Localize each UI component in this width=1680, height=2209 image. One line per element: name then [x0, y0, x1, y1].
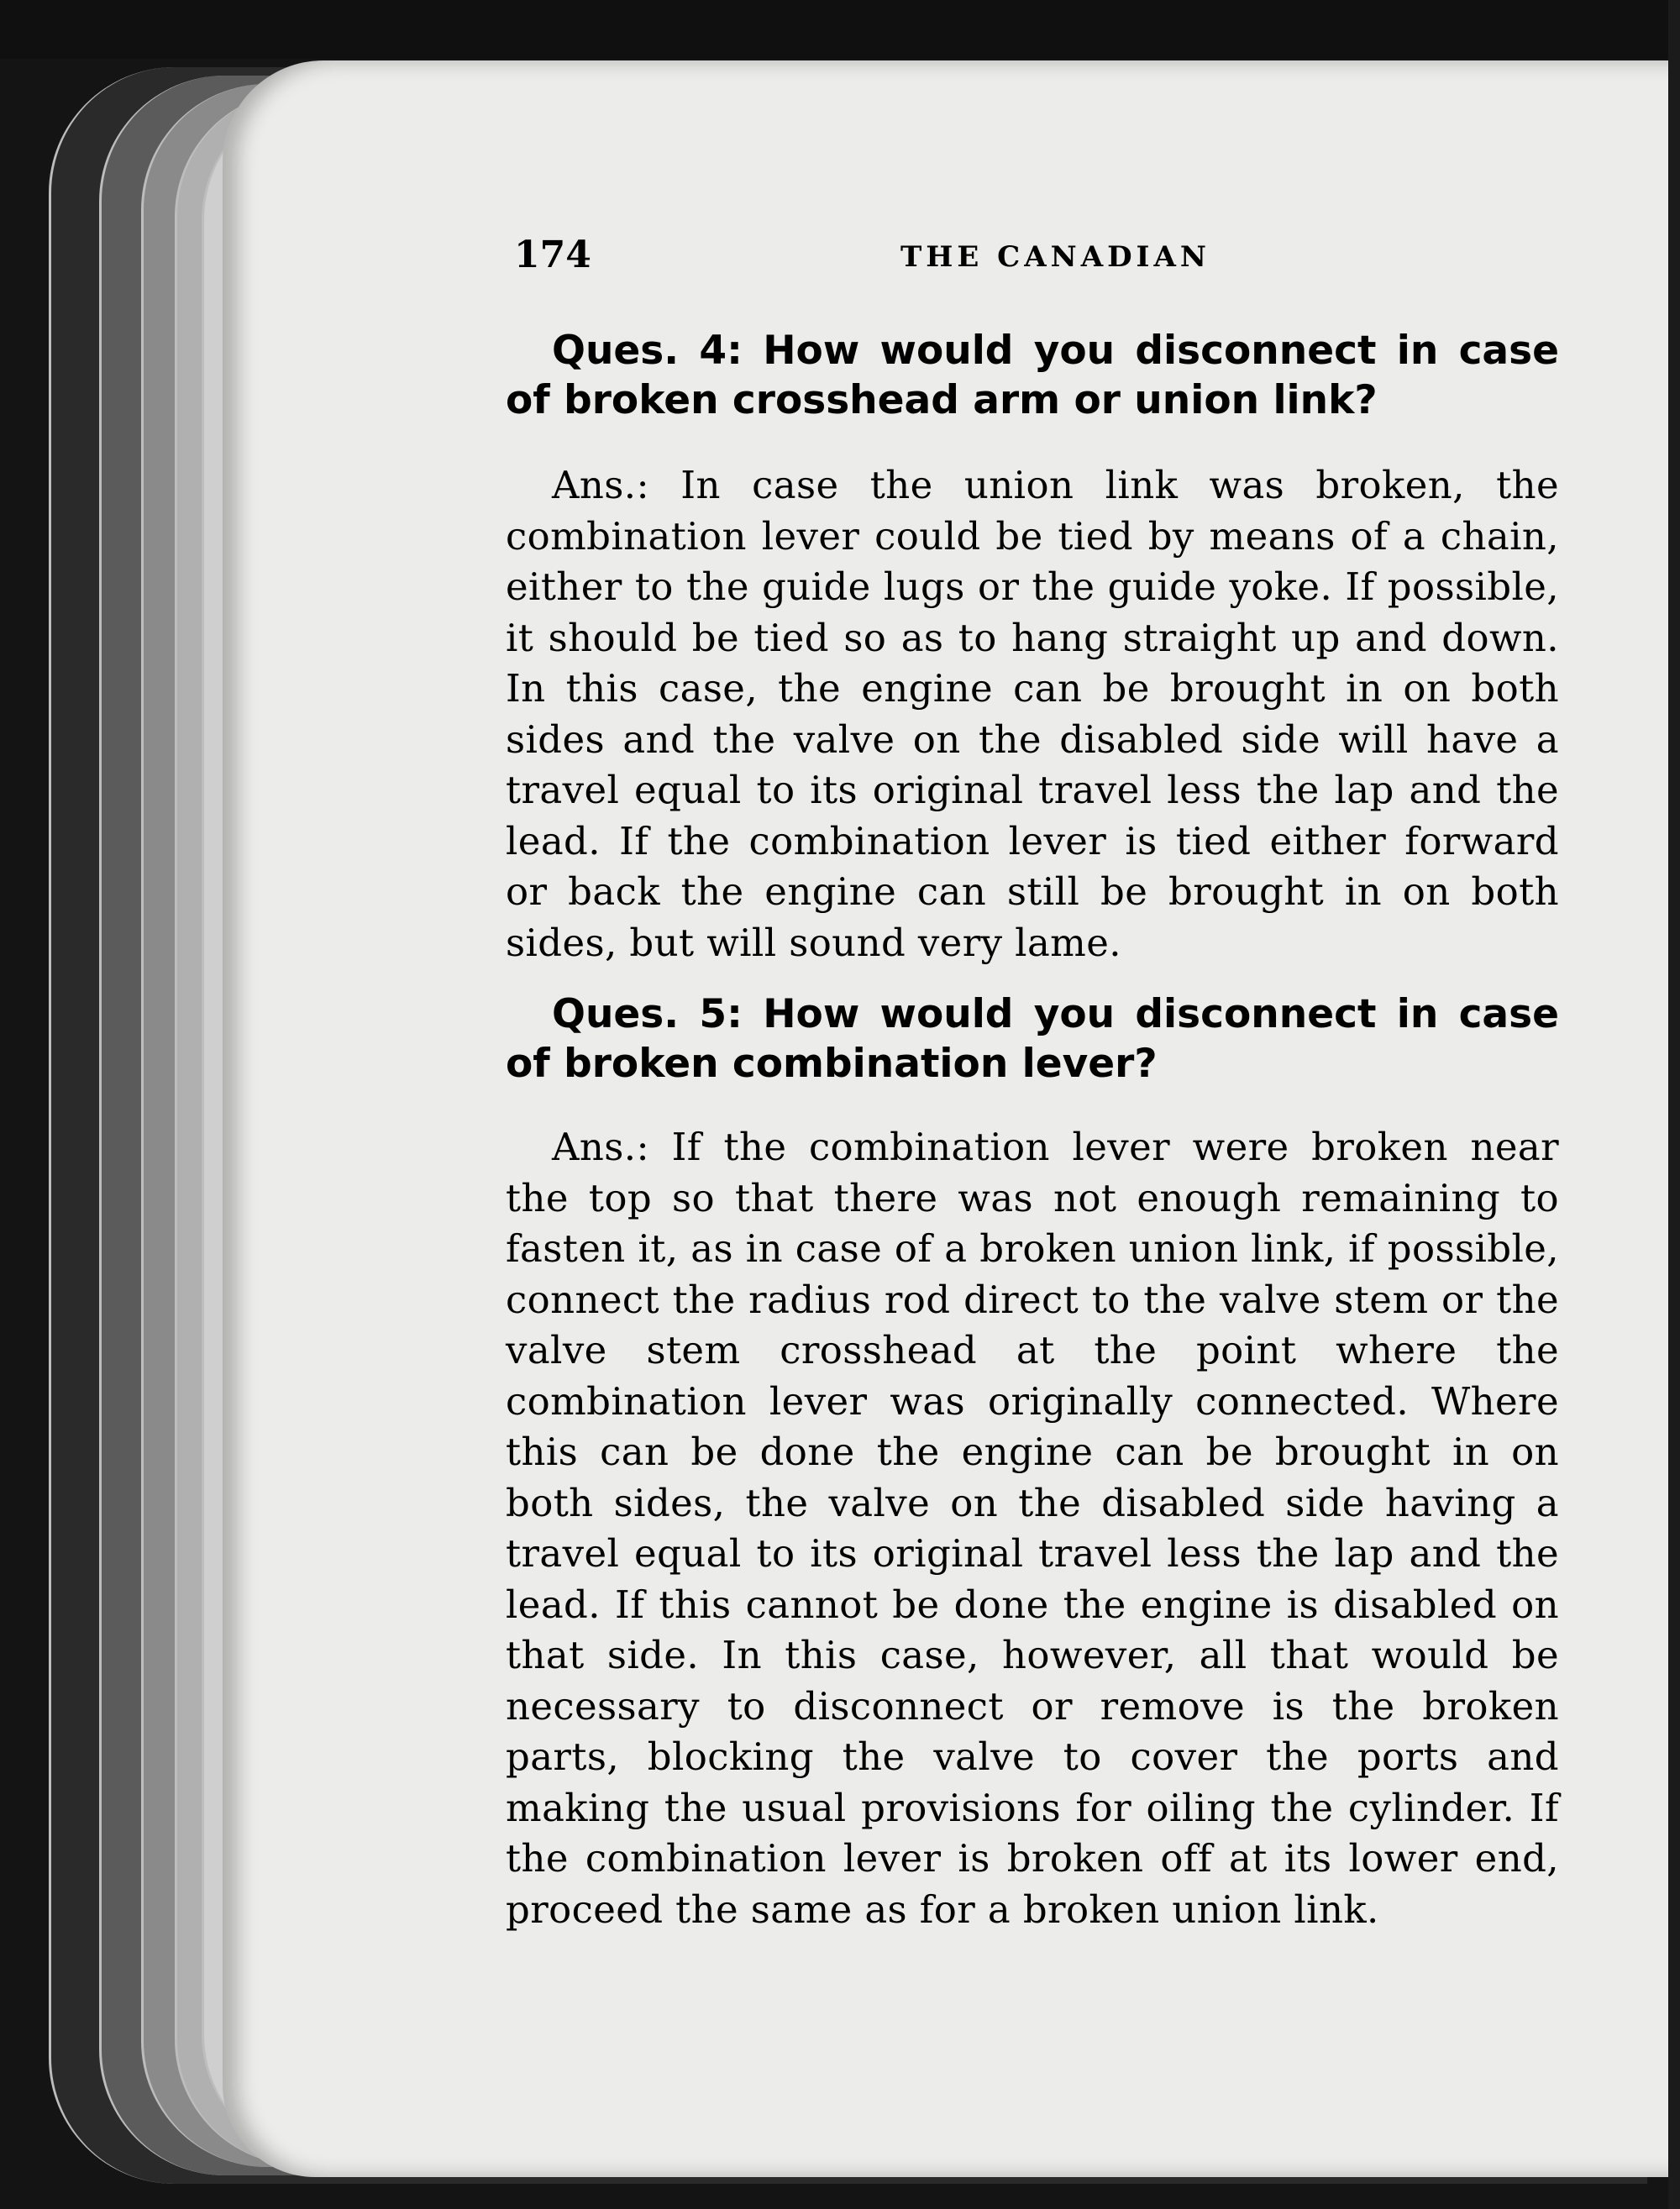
answer-5: Ans.: If the combination lever were broken near the top so that there was not enough remaining to fasten it, as in case of a broken union link, if possible, connect the radius rod direct to the valve stem or the valve stem crosshead at the point where the combination lever was originally connected. Where this can be done the engine can be brought in on both sides, the valve on the disabled side having a travel equal to its original travel less the lap and the lead. If this cannot be done the engine is disabled on that side. In this case, however, all that would be necessary to disconnect or remove is the broken parts, blocking the valve to cover the ports and making the usual provisions for oiling the cylinder. If the combination lever is broken off at its lower end, proceed the same as for a broken union link.: [506, 1125, 1559, 1932]
question-block-4: [506, 326, 1559, 425]
scan-top-border: [0, 0, 1680, 59]
answer-block-4: [506, 460, 1559, 968]
answer-4: Ans.: In case the union link was broken, the combination lever could be tied by means of a chain, either to the guide lugs or the guide yoke. If possible, it should be tied so as to hang straight up and down. In this case, the engine can be brought in on both sides and the valve on the disabled side will have a travel equal to its original travel less the lap and the lead. If the combination lever is tied either forward or back the engine can still be brought in on both sides, but will sound very lame.: [506, 463, 1559, 965]
running-head: [0, 168, 1680, 276]
answer-block-5: [506, 1122, 1559, 1935]
question-4: Ques. 4: How would you disconnect in case of broken crosshead arm or union link?: [506, 328, 1559, 423]
scan-right-border: [1668, 0, 1680, 2209]
running-title: THE CANADIAN: [900, 240, 1210, 274]
page-number: 174: [514, 233, 591, 276]
question-block-5: [506, 989, 1559, 1089]
question-5: Ques. 5: How would you disconnect in case of broken combination lever?: [506, 991, 1559, 1087]
